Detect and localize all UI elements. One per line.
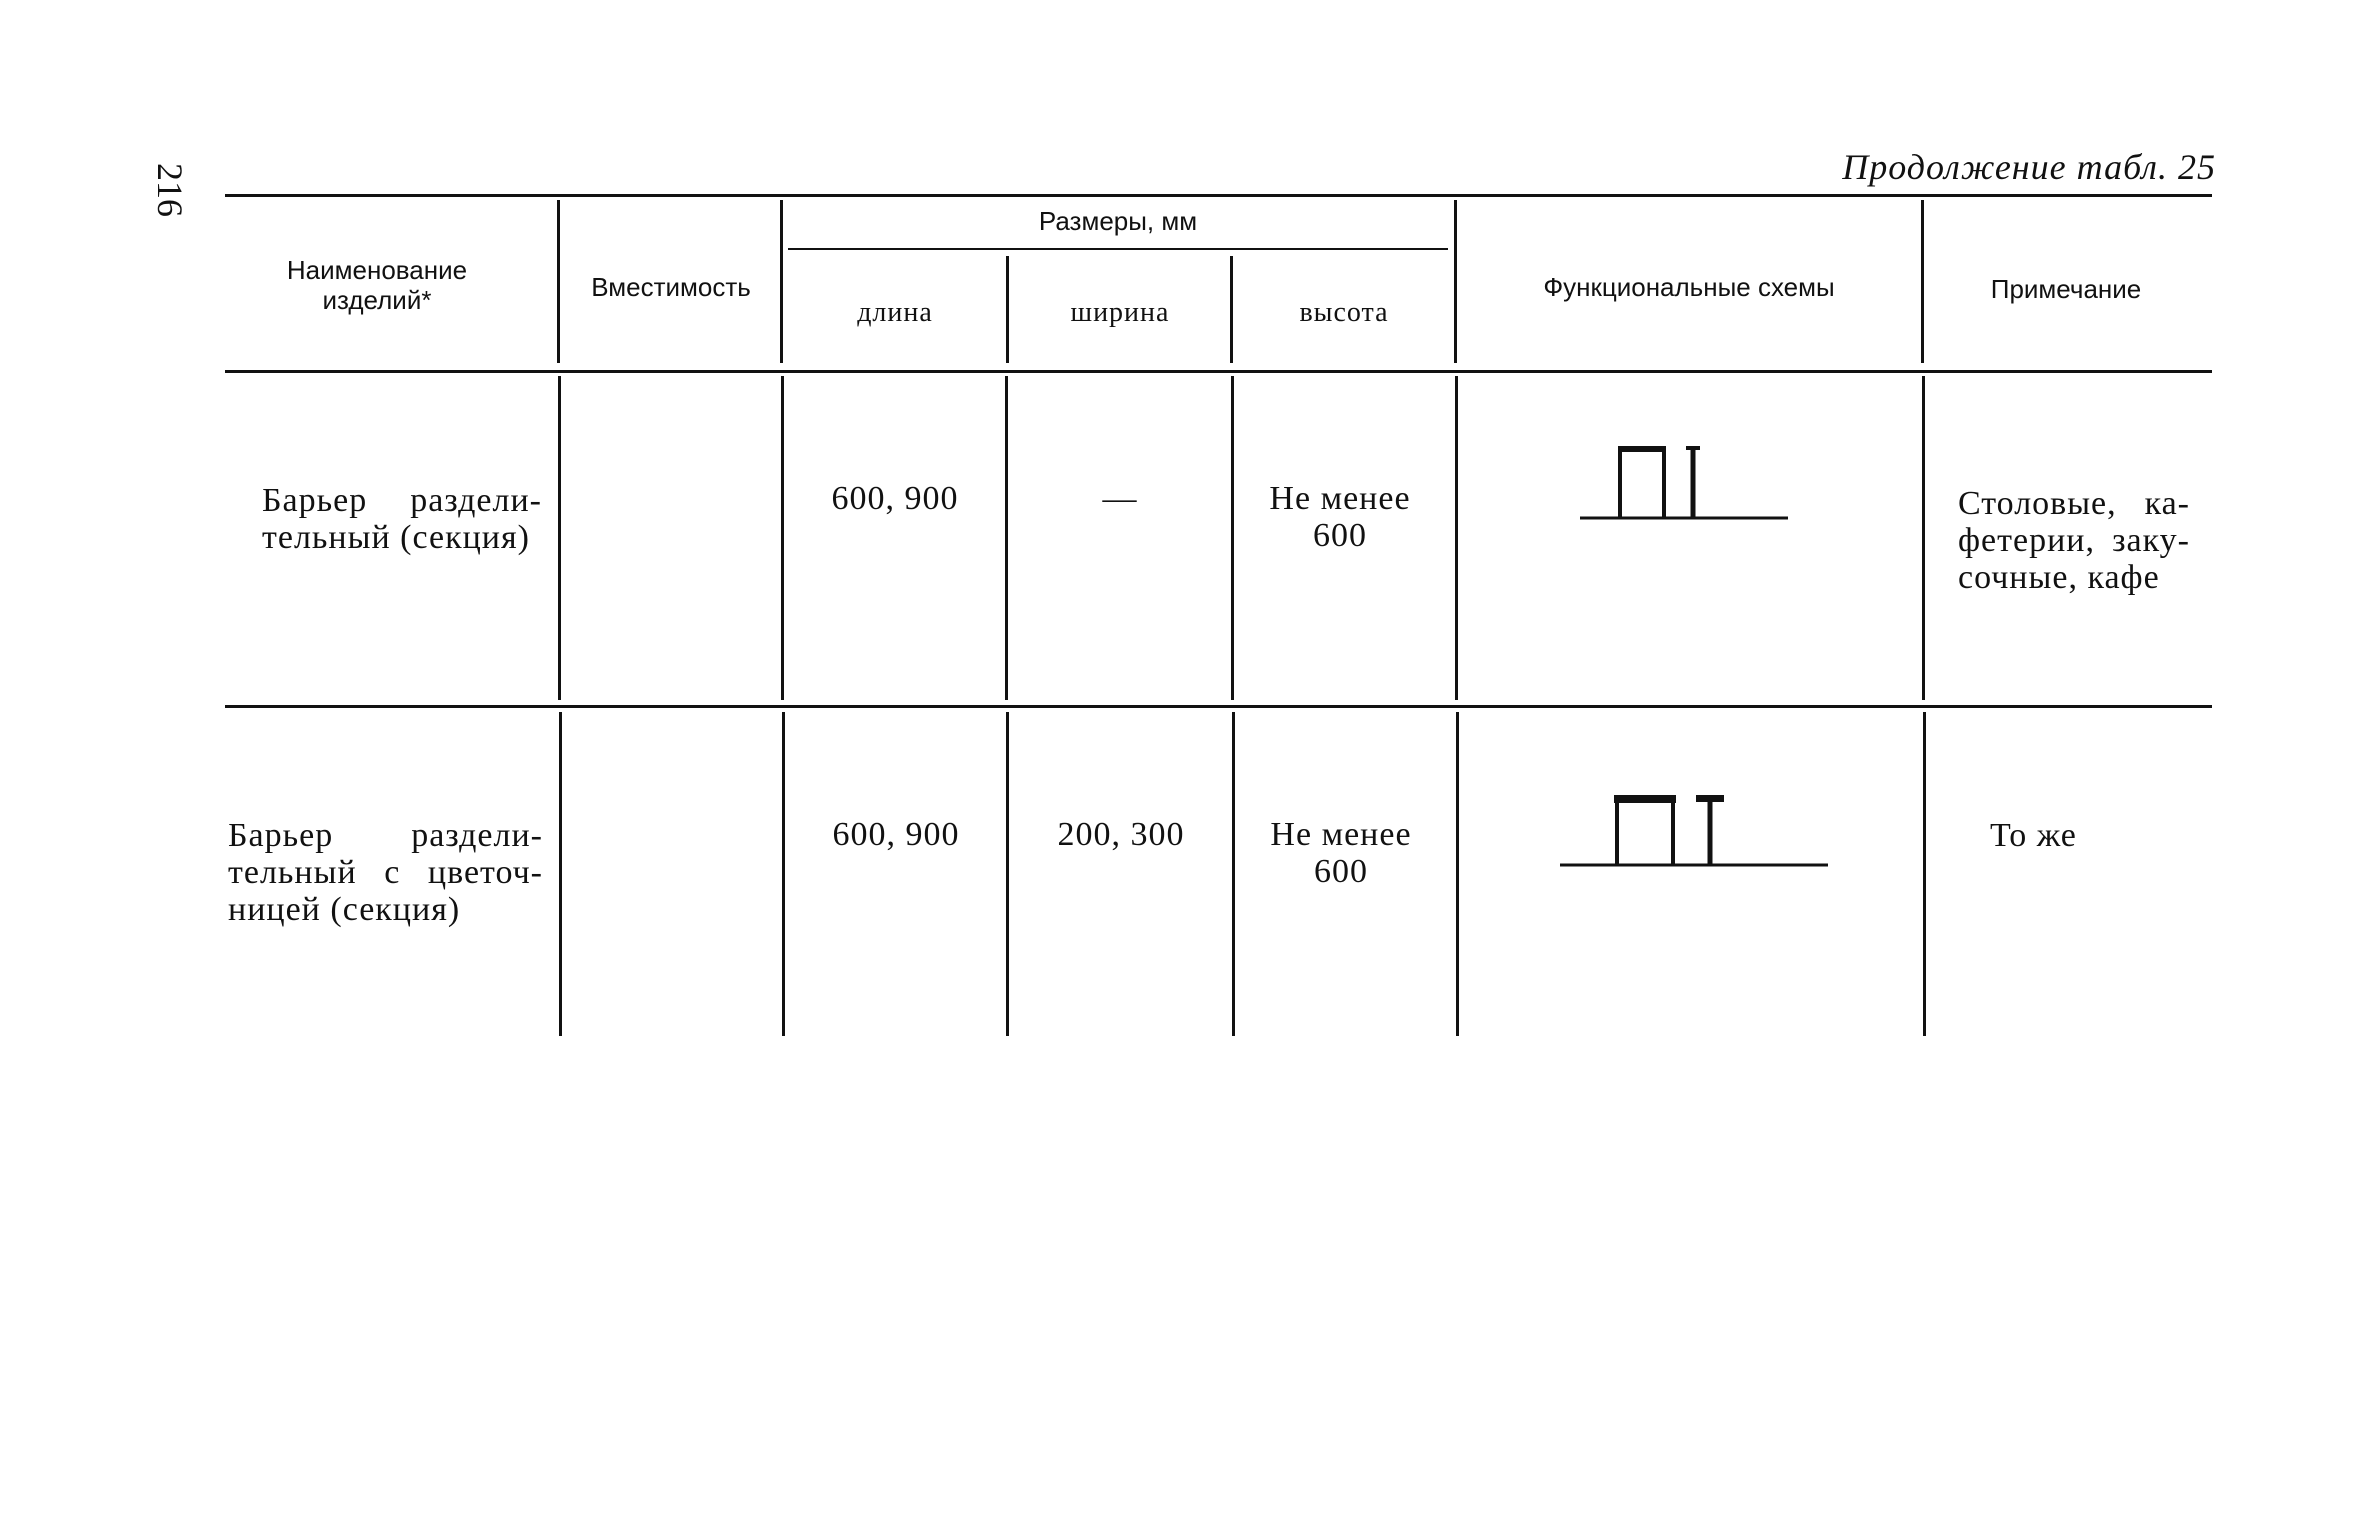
row-divider bbox=[1455, 376, 1458, 700]
header-divider bbox=[1230, 256, 1233, 363]
row-divider bbox=[1923, 712, 1926, 1036]
header-bottom-rule bbox=[225, 370, 2212, 373]
dimensions-header-rule bbox=[788, 248, 1448, 250]
row-2-note: То же bbox=[1990, 817, 2077, 854]
row-divider bbox=[1006, 712, 1009, 1036]
row-1-height: Не менее 600 bbox=[1269, 480, 1411, 554]
row-2-height: Не менее 600 bbox=[1270, 816, 1412, 890]
row-1-name: Барьер раздели-тельный (секция) bbox=[262, 482, 542, 556]
row-divider bbox=[558, 376, 561, 700]
row-divider bbox=[1005, 376, 1008, 700]
header-divider bbox=[1454, 200, 1457, 363]
header-capacity: Вместимость bbox=[591, 272, 751, 302]
row-divider bbox=[1922, 376, 1925, 700]
barrier-with-planter-scheme-icon bbox=[1560, 790, 1830, 870]
row-separator-rule bbox=[225, 705, 2212, 708]
header-divider bbox=[557, 200, 560, 363]
row-divider bbox=[782, 712, 785, 1036]
row-2-length: 600, 900 bbox=[832, 816, 960, 853]
header-divider bbox=[1006, 256, 1009, 363]
barrier-scheme-icon bbox=[1580, 440, 1790, 520]
header-width: ширина bbox=[1070, 297, 1170, 328]
header-note: Примечание bbox=[1990, 274, 2142, 304]
table-top-rule bbox=[225, 194, 2212, 197]
header-divider bbox=[780, 200, 783, 363]
row-1-note: Столовые, ка-фетерии, заку-сочные, кафе bbox=[1958, 485, 2190, 596]
row-2-width: 200, 300 bbox=[1057, 816, 1185, 853]
table-caption: Продолжение табл. 25 bbox=[1842, 147, 2216, 187]
row-1-length: 600, 900 bbox=[831, 480, 959, 517]
header-divider bbox=[1921, 200, 1924, 363]
row-divider bbox=[559, 712, 562, 1036]
row-divider bbox=[1456, 712, 1459, 1036]
row-divider bbox=[1232, 712, 1235, 1036]
header-dimensions: Размеры, мм bbox=[1038, 206, 1198, 236]
header-height: высота bbox=[1299, 297, 1389, 328]
header-length: длина bbox=[857, 297, 933, 328]
row-divider bbox=[781, 376, 784, 700]
header-name: Наименование изделий* bbox=[286, 255, 468, 315]
row-2-name: Барьер раздели-тельный с цветоч-ницей (секция) bbox=[228, 817, 543, 928]
row-divider bbox=[1231, 376, 1234, 700]
page-number: 216 bbox=[150, 163, 190, 217]
row-1-width: — bbox=[1102, 480, 1138, 517]
header-schemes: Функциональные схемы bbox=[1543, 272, 1835, 302]
